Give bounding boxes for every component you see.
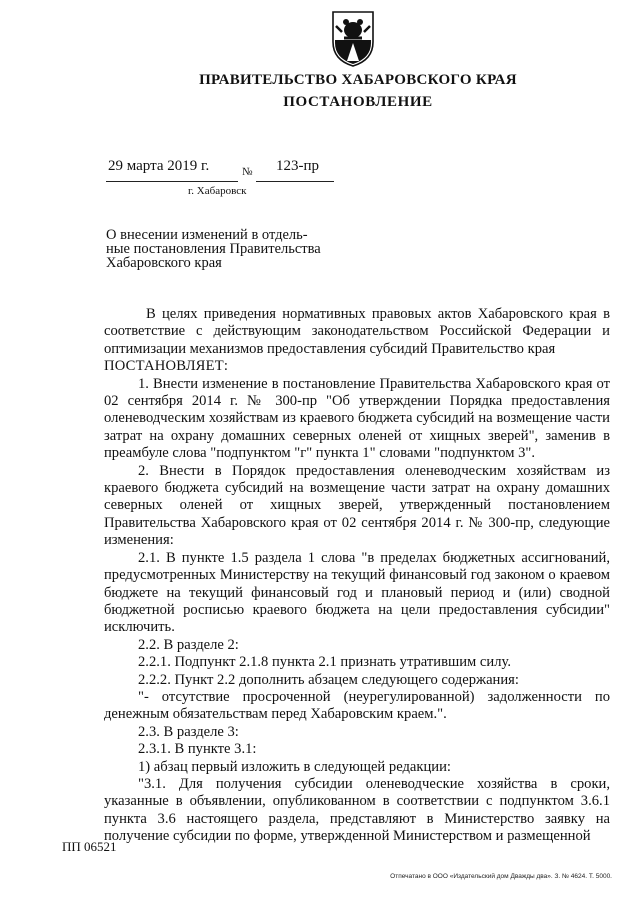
document-code: ПП 06521 bbox=[62, 839, 117, 854]
paragraph-item-2-3-1-a: 1) абзац первый изложить в следующей редакции: bbox=[138, 758, 451, 775]
paragraph-item-2-2-1: 2.2.1. Подпункт 2.1.8 пункта 2.1 признать утратившим силу. bbox=[138, 654, 511, 671]
paragraph-item-2: 2. Внести в Порядок предоставления оленеводческим хозяйствам из краевого бюджета субсидий на возмещение части затрат на охрану домашних северных оленей от хищных зверей, утвержденный постановлением Правительства Хабаровского края от 02 сентября 2014 г. № 300-пр, следующие изменения: bbox=[104, 462, 610, 549]
preamble-paragraph: В целях приведения нормативных правовых актов Хабаровского края в соответствие с действующим законодательством Российской Федерации и оптимизации механизмов предоставления субсидий Правительство края bbox=[104, 306, 610, 357]
document-city: г. Хабаровск bbox=[188, 185, 247, 197]
document-number: 123-пр bbox=[276, 158, 320, 174]
coat-of-arms-icon bbox=[330, 10, 376, 68]
document-body bbox=[104, 306, 610, 846]
paragraph-item-1: 1. Внести изменение в постановление Правительства Хабаровского края от 02 сентября 2014 г. № 300-пр "Об утверждении Порядка предоставления оленеводческим хозяйствам из краевого бюджета субсидий на возмещение части затрат на охрану домашних северных оленей от хищных зверей", заменив в преамбуле слова "подпунктом "г" пункта 1" словами "подпунктом 3". bbox=[104, 375, 610, 462]
paragraph-item-2-2-2: 2.2.2. Пункт 2.2 дополнить абзацем следующего содержания: bbox=[138, 671, 519, 688]
printer-imprint: Отпечатано в ООО «Издательский дом Дважды два». З. № 4624. Т. 5000. bbox=[390, 873, 612, 880]
subject-line: ные постановления Правительства bbox=[106, 241, 321, 257]
date-underline bbox=[106, 181, 238, 182]
paragraph-item-2-2-2-quote: "- отсутствие просроченной (неурегулированной) задолженности по денежным обязательствам перед Хабаровским краем.". bbox=[104, 688, 610, 723]
number-underline bbox=[256, 181, 334, 182]
government-title: ПРАВИТЕЛЬСТВО ХАБАРОВСКОГО КРАЯ bbox=[199, 72, 517, 88]
paragraph-item-2-2: 2.2. В разделе 2: bbox=[138, 636, 239, 653]
decree-word: ПОСТАНОВЛЯЕТ: bbox=[104, 358, 229, 375]
paragraph-item-2-3-1-quote: "3.1. Для получения субсидии оленеводческие хозяйства в сроки, указанные в объявлении, опубликованном в соответствии с подпунктом 3.6.1 пункта 3.6 настоящего раздела, представляют в Министерство заявку на получение субсидии по форме, утвержденной Министерством и размещенной bbox=[104, 775, 610, 845]
number-label: № bbox=[242, 166, 253, 178]
document-subject bbox=[106, 228, 346, 270]
paragraph-item-2-3: 2.3. В разделе 3: bbox=[138, 723, 239, 740]
paragraph-item-2-3-1: 2.3.1. В пункте 3.1: bbox=[138, 741, 257, 758]
subject-line: О внесении изменений в отдель- bbox=[106, 227, 308, 243]
subject-line: Хабаровского края bbox=[106, 255, 222, 271]
document-type-title: ПОСТАНОВЛЕНИЕ bbox=[283, 94, 433, 110]
paragraph-item-2-1: 2.1. В пункте 1.5 раздела 1 слова "в пределах бюджетных ассигнований, предусмотренных Министерству на текущий финансовый год законом о краевом бюджете на текущий финансовый год и плановый период и (или) сводной бюджетной росписью краевого бюджета на цели предоставления субсидии" исключить. bbox=[104, 549, 610, 636]
document-date: 29 марта 2019 г. bbox=[108, 158, 210, 174]
